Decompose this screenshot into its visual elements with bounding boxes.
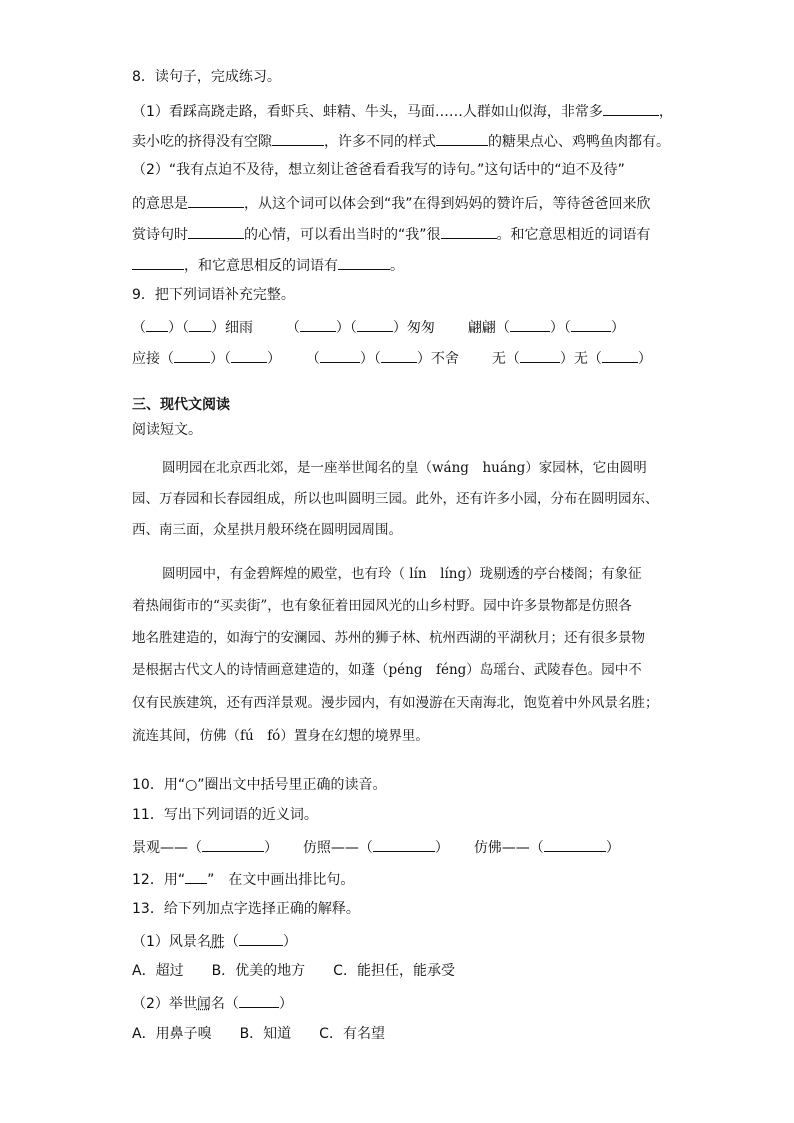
dotted-char: 闻: [196, 996, 211, 1012]
paren-open: （: [132, 320, 146, 336]
q9-r1-word3: 翩翩: [467, 320, 496, 336]
answer-blank[interactable]: [239, 993, 279, 1008]
q13-s1-text-a: （1）风景名: [132, 934, 211, 950]
paren-open: （: [182, 320, 189, 336]
paren-close: ）: [549, 320, 564, 336]
q12-text-b: ” 在文中画出排比句。: [207, 872, 355, 888]
q13-item2-options: A．用鼻子嗅 B．知道 C．有名望: [132, 1026, 385, 1042]
answer-blank[interactable]: [146, 317, 168, 332]
q8-s1-text-b: ，: [658, 104, 673, 120]
paren-close: ）: [416, 351, 431, 367]
q13-s2-text-c: ）: [278, 996, 293, 1012]
paren-close: ）: [210, 351, 224, 367]
q11-word2: 仿照——（: [302, 840, 373, 856]
paren-open: （: [160, 351, 174, 367]
answer-blank[interactable]: [603, 101, 659, 116]
q13-s2-text-a: （2）举世: [132, 996, 197, 1012]
q8-sentence1-line2: [132, 131, 670, 151]
underline-mark: [185, 869, 207, 884]
answer-blank[interactable]: [357, 317, 393, 332]
paren-close: ）: [434, 840, 449, 856]
q9-r1-word2: 匆匆: [406, 320, 435, 336]
paren-close: ）: [559, 351, 574, 367]
q12-text-a: 12．用“: [132, 872, 186, 888]
q9-r2-word3b: 无: [573, 351, 588, 367]
q8-s2-text-f: 。和它意思相近的词语有: [496, 227, 651, 243]
q9-row1: [132, 317, 625, 337]
q8-s1-text-c: 卖小吃的挤得没有空隙: [132, 134, 272, 150]
answer-blank[interactable]: [436, 131, 488, 146]
answer-blank[interactable]: [320, 348, 360, 363]
q9-r2-word1: 应接: [132, 351, 160, 367]
q8-s2-text-h: 。: [390, 258, 404, 274]
passage-p2-line2: 着热闹街市的“买卖街”，也有象征着田园风光的山乡村野。园中许多景物都是仿照各: [132, 598, 632, 614]
paren-close: ）: [335, 320, 350, 336]
passage-p2-line1: 圆明园中，有金碧辉煌的殿堂，也有玲（ lín líng）珑剔透的亭台楼阁；有象征: [162, 566, 642, 582]
answer-blank[interactable]: [571, 317, 611, 332]
answer-blank[interactable]: [188, 193, 244, 208]
passage-p1-line1: 圆明园在北京西北郊，是一座举世闻名的皇（wáng huáng）家园林，它由圆明: [162, 460, 647, 476]
q8-sentence2-line1: （2）“我有点迫不及待，想立刻让爸爸看看我写的诗句。”这句话中的“迫不及待”: [132, 162, 625, 178]
answer-blank[interactable]: [239, 931, 283, 946]
q8-sentence2-line3: [132, 224, 651, 244]
q9-row2: [132, 348, 652, 368]
q8-s1-text-a: （1）看踩高跷走路，看虾兵、蚌精、牛头，马面……人群如山似海，非常多: [132, 104, 603, 120]
paren-close: ）: [359, 351, 374, 367]
q8-s2-text-g: ，和它意思相反的词语有: [184, 258, 338, 274]
passage-p2-line4: 是根据古代文人的诗情画意建造的，如蓬（péng féng）岛瑶台、武陵春色。园中不: [132, 662, 642, 678]
paren-open: （: [563, 320, 571, 336]
passage-p2-line6: 流连其间，仿佛（fú fó）置身在幻想的境界里。: [132, 728, 429, 744]
q9-r2-word2: 不舍: [430, 351, 459, 367]
passage-p2-line3: 地名胜建造的，如海宁的安澜园、苏州的狮子林、杭州西湖的平湖秋月；还有很多景物: [132, 630, 645, 646]
paren-open: （: [587, 351, 602, 367]
section-heading: 三、现代文阅读: [132, 397, 230, 413]
passage-p1-line2: 园、万春园和长春园组成，所以也叫圆明三园。此外，还有许多小园，分布在圆明园东、: [132, 491, 659, 507]
q13-s1-text-b: （: [224, 934, 239, 950]
q11-word3: 仿佛——（: [473, 840, 544, 856]
answer-blank[interactable]: [510, 317, 550, 332]
q10-text: 10．用“○”圈出文中括号里正确的读音。: [132, 777, 387, 793]
answer-blank[interactable]: [373, 837, 435, 852]
q13-s2-text-b: 名（: [210, 996, 239, 1012]
answer-blank[interactable]: [338, 255, 390, 270]
paren-open: （: [373, 351, 381, 367]
paren-close: ）: [637, 351, 652, 367]
q11-word1: 景观——（: [132, 840, 202, 856]
passage-p2-line5: 仅有民族建筑，还有西洋景观。漫步园内，有如漫游在天南海北，饱览着中外风景名胜；: [132, 695, 659, 711]
q13-s1-text-c: ）: [282, 934, 297, 950]
answer-blank[interactable]: [272, 131, 324, 146]
paren-open: （: [349, 320, 357, 336]
q8-s1-text-d: ，许多不同的样式: [324, 134, 436, 150]
q9-title: 9．把下列词语补充完整。: [132, 287, 295, 303]
q9-r1-word1: 细雨: [225, 320, 253, 336]
paren-close: ）: [264, 840, 278, 856]
q8-s1-text-e: 的糖果点心、鸡鸭鱼肉都有。: [488, 134, 670, 150]
q8-sentence2-line4: [132, 255, 404, 275]
q8-s2-text-d: 赏诗句时: [132, 227, 188, 243]
paren-close: ）: [267, 351, 281, 367]
paren-open: （: [305, 351, 320, 367]
answer-blank[interactable]: [189, 317, 211, 332]
paren-close: ）: [211, 320, 225, 336]
q11-row: [132, 837, 620, 857]
q12-text: [132, 869, 354, 889]
passage-p1-line3: 西、南三面，众星拱月般环绕在圆明园周围。: [132, 522, 402, 538]
paren-close: ）: [168, 320, 182, 336]
answer-blank[interactable]: [544, 837, 606, 852]
q8-sentence1-line1: [132, 101, 673, 121]
q8-sentence2-line2: [132, 193, 651, 213]
answer-blank[interactable]: [231, 348, 267, 363]
q8-s2-text-e: 的心情，可以看出当时的“我”很: [244, 227, 441, 243]
q13-item1: [132, 931, 297, 951]
paren-close: ）: [610, 320, 625, 336]
paren-open: （: [505, 351, 520, 367]
paren-open: （: [224, 351, 231, 367]
q13-item1-options: A．超过 B．优美的地方 C．能担任，能承受: [132, 963, 455, 979]
answer-blank[interactable]: [132, 255, 184, 270]
q11-title: 11．写出下列词语的近义词。: [132, 807, 318, 823]
answer-blank[interactable]: [202, 837, 264, 852]
answer-blank[interactable]: [602, 348, 638, 363]
q8-s2-text-b: 的意思是: [132, 196, 188, 212]
answer-blank[interactable]: [188, 224, 244, 239]
section-intro: 阅读短文。: [132, 422, 202, 438]
answer-blank[interactable]: [381, 348, 417, 363]
answer-blank[interactable]: [174, 348, 210, 363]
q9-r2-word3a: 无: [491, 351, 506, 367]
answer-blank[interactable]: [520, 348, 560, 363]
paren-close: ）: [605, 840, 620, 856]
answer-blank[interactable]: [441, 224, 497, 239]
answer-blank[interactable]: [300, 317, 336, 332]
q13-item2: [132, 993, 293, 1013]
paren-open: （: [495, 320, 510, 336]
dotted-char: 胜: [210, 934, 225, 950]
q8-title: 8．读句子，完成练习。: [132, 69, 281, 85]
paren-close: ）: [392, 320, 407, 336]
q8-s2-text-c: ，从这个词可以体会到“我”在得到妈妈的赞许后，等待爸爸回来欣: [244, 196, 651, 212]
q13-title: 13．给下列加点字选择正确的解释。: [132, 901, 360, 917]
paren-open: （: [285, 320, 300, 336]
